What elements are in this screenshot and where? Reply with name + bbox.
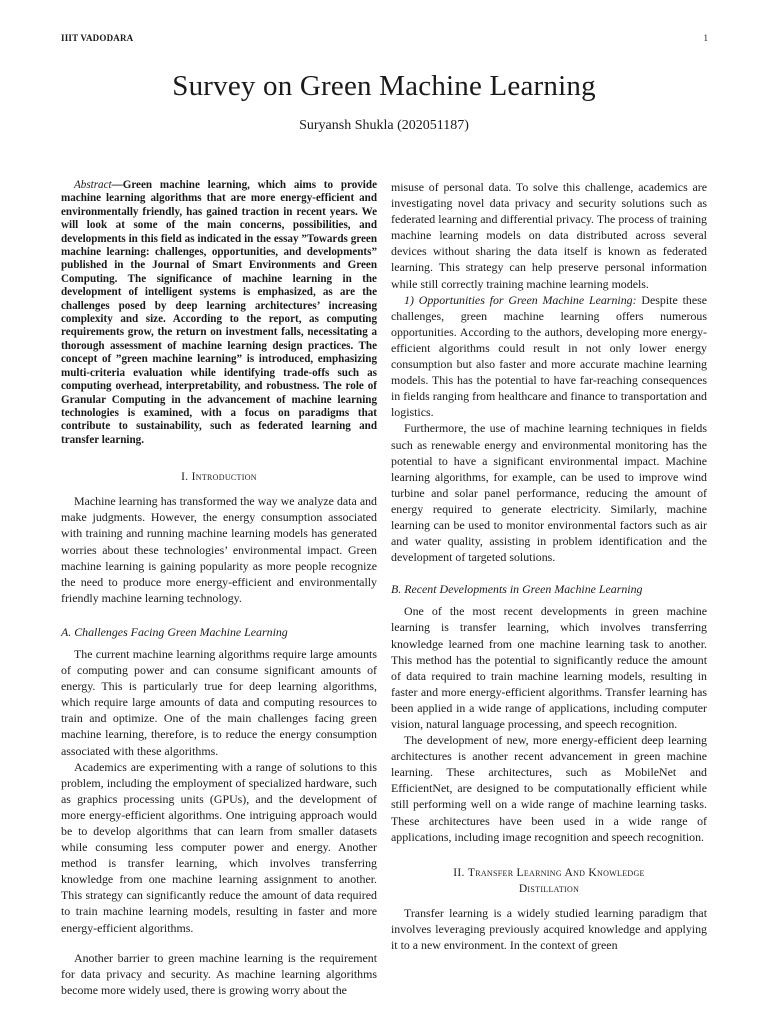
paragraph: The development of new, more energy-efficient deep learning architectures is another recent advancement in green machine learning. These architectures, such as MobileNet and EfficientNet, are designed to be computationally efficient while still performing well on a wide range of machine learning tasks. These architectures have been used in a wide range of applications, including image recognition and speech recognition. bbox=[391, 733, 707, 844]
running-header: IIIT VADODARA bbox=[61, 33, 134, 43]
paper-title: Survey on Green Machine Learning bbox=[172, 70, 596, 102]
column-spacer bbox=[61, 936, 377, 950]
section-title-line1: Transfer Learning And Knowledge bbox=[467, 866, 645, 879]
paragraph: Transfer learning is a widely studied learning paradigm that involves leveraging previously acquired knowledge and applying it to a new environment. In the context of green bbox=[391, 905, 707, 952]
author-line: Suryansh Shukla (202051187) bbox=[299, 118, 469, 133]
section-number: II. bbox=[453, 866, 465, 879]
paragraph: Machine learning has transformed the way we analyze data and make judgments. However, the energy consumption associated with training and running machine learning models has generated worries about these technologies’ environmental impact. Green machine learning is gaining popularity as more people recognize the need to produce more energy-efficient and environmentally friendly machine learning technology. bbox=[61, 494, 377, 605]
section-heading-transfer-learning bbox=[391, 865, 707, 897]
subsection-heading-recent-developments: B. Recent Developments in Green Machine Learning bbox=[391, 582, 643, 597]
section-heading-introduction bbox=[61, 469, 377, 485]
section-title-line2: Distillation bbox=[518, 882, 580, 895]
right-column bbox=[391, 179, 707, 953]
page-number: 1 bbox=[703, 33, 708, 43]
paragraph: One of the most recent developments in green machine learning is transfer learning, which involves transferring knowledge learned from one machine learning task to another. This method has the potential to significantly reduce the amount of data required to train machine learning models, resulting in faster and more energy-efficient algorithms. Transfer learning has been applied in a wide range of applications, including computer vision, natural language processing, and speech recognition. bbox=[391, 604, 707, 731]
paragraph: Academics are experimenting with a range of solutions to this problem, including the employment of specialized hardware, such as graphics processing units (GPUs), and the development of more energy-efficient algorithms. One intriguing approach would be to develop algorithms that can learn from smaller datasets while consuming less computer power and energy. Another method is transfer learning, which involves transferring knowledge from one machine learning assignment to another. This strategy can significantly reduce the amount of data required to train machine learning models, resulting in faster and more energy-efficient algorithms. bbox=[61, 759, 377, 935]
paragraph: The current machine learning algorithms require large amounts of computing power and can consume significant amounts of energy. This is particularly true for deep learning algorithms, which require large amounts of data and computing resources to train and optimize. One of the main challenges facing green machine learning, therefore, is to reduce the energy consumption associated with these algorithms. bbox=[61, 646, 377, 758]
left-column bbox=[61, 179, 377, 998]
paragraph: Furthermore, the use of machine learning techniques in fields such as renewable energy and environmental monitoring has the potential to have a significant environmental impact. Machine learning algorithms, for example, can be used to improve wind turbine and solar panel performance, reducing the amount of energy required to generate electricity. Similarly, machine learning can be used to monitor environmental factors such as air and water quality, assisting in problem identification and the development of targeted solutions. bbox=[391, 421, 707, 565]
subsection-heading-challenges: A. Challenges Facing Green Machine Learning bbox=[61, 624, 288, 639]
paragraph: 1) Opportunities for Green Machine Learning: Despite these challenges, green machine learning offers numerous opportunities. According to the authors, developing more energy-efficient algorithms could result in not only lower energy consumption but also faster and more accurate machine learning models. This has the potential to have far-reaching consequences in fields ranging from healthcare and finance to transportation and logistics. bbox=[391, 292, 708, 420]
abstract-label: Abstract bbox=[74, 179, 112, 191]
section-number: I. bbox=[181, 471, 189, 484]
paragraph: Another barrier to green machine learning is the requirement for data privacy and security. As machine learning algorithms become more widely used, there is growing worry about the bbox=[61, 950, 377, 997]
abstract bbox=[61, 179, 377, 447]
section-title: Introduction bbox=[191, 471, 257, 484]
paragraph-heading-opportunities: 1) Opportunities for Green Machine Learning: bbox=[404, 292, 637, 307]
paragraph-continued: misuse of personal data. To solve this challenge, academics are investigating novel data privacy and security solutions such as federated learning and differential privacy. The process of training machine learning models on data distributed across several devices without sharing the data itself is known as federated learning. This strategy can help preserve personal information while still correctly training machine learning models. bbox=[391, 180, 707, 291]
abstract-text: —Green machine learning, which aims to provide machine learning algorithms that are more energy-efficient and environmentally friendly, has gained traction in recent years. We will look at some of the main concerns, possibilities, and developments in this field as indicated in the essay ”Towards green machine learning: challenges, opportunities, and developments” published in the Journal of Smart Environments and Green Computing. The significance of machine learning in the development of intelligent systems is emphasized, as are the challenges posed by deep learning architectures’ increasing complexity and size. According to the report, as computing requirements grow, the return on investment falls, necessitating a thorough assessment of machine learning design practices. The concept of ”green machine learning” is introduced, emphasizing multi-criteria evaluation while identifying trade-offs such as computing overhead, interpretability, and robustness. The role of Granular Computing in the advancement of machine learning technologies is examined, with a focus on paradigms that contribute to sustainability, such as federated learning and transfer learning. bbox=[61, 179, 377, 446]
